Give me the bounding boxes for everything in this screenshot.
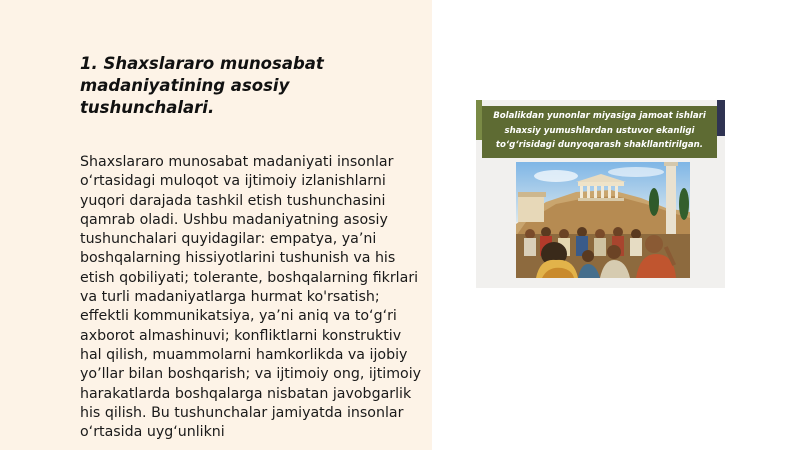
illustration-figure <box>476 100 725 288</box>
slide-body-text: Shaxslararo munosabat madaniyati insonlar o‘rtasidagi muloqot va ijtimoiy izlanishlarni yuqori darajada tashkil etish tushunchasini qamrab oladi. Ushbu madaniyatning asosiy tushunchalari quyidagilar: empatya, ya’ni boshqalarning hissiyotlarini tushunish va his etish qobiliyati; tolerante, boshqalarning fikrlari va turli madaniyatlarga hurmat ko'rsatish; effektli kommunikatsiya, ya’ni aniq va to‘g‘ri axborot almashinuvi; konfliktlarni konstruktiv hal qilish, muammolarni hamkorlikda va ijobiy yo’llar bilan boshqarish; va ijtimoiy ong, ijtimoiy harakatlarda boshqalarga nisbatan javobgarlik his qilish. Bu tushunchalar jamiyatda insonlar o‘rtasida uyg‘unlikni <box>80 154 422 441</box>
slide-title: 1. Shaxslararo munosabat madaniyatining asosiy tushunchalari. <box>80 54 324 117</box>
accent-bar-right <box>717 100 725 136</box>
figure-caption: Bolalikdan yunonlar miyasiga jamoat ishlari shaxsiy yumushlardan ustuvor ekanligi to‘g‘risidagi dunyoqarash shakllantirilgan. <box>482 106 717 158</box>
painting-image <box>516 162 690 278</box>
greek-assembly-painting <box>516 162 690 278</box>
